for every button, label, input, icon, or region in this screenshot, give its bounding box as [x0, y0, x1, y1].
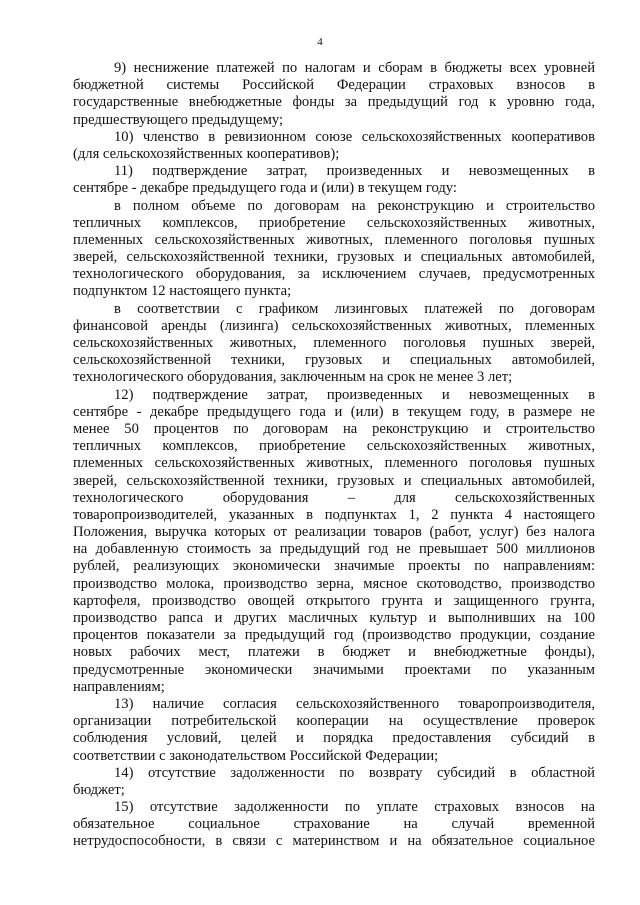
text-line: 13) наличие согласия сельскохозяйственного товаропроизводителя, — [114, 695, 595, 712]
text-line: сельскохозяйственных животных, племенного поголовья пушных зверей, — [73, 335, 595, 351]
text-line: сентябре - декабре предыдущего года и (или) в текущем году, в размере не — [73, 403, 595, 420]
text-line: зверей, сельскохозяйственной техники, грузовых и специальных автомобилей, — [73, 249, 595, 266]
text-line: предшествующего предыдущему; — [73, 111, 284, 128]
text-line: тепличных комплексов, приобретение сельскохозяйственных животных, — [73, 214, 595, 231]
text-line: 14) отсутствие задолженности по возврату субсидий в областной — [114, 764, 595, 781]
text-line: в полном объеме по договорам на реконструкцию и строительство — [114, 197, 595, 214]
text-line: сентябре - декабре предыдущего года и (или) в текущем году: — [73, 180, 457, 197]
text-line: бюджетной системы Российской Федерации страховых взносов в — [73, 77, 595, 94]
text-line: государственные внебюджетные фонды за предыдущий год к уровню года, — [73, 94, 595, 111]
text-line: менее 50 процентов по договорам на реконструкцию и строительство — [73, 420, 595, 437]
text-line: племенных сельскохозяйственных животных, племенного поголовья пушных — [73, 231, 595, 248]
text-line: тепличных комплексов, приобретение сельскохозяйственных животных, — [73, 438, 595, 455]
text-line: (для сельскохозяйственных кооперативов); — [73, 145, 340, 162]
text-line: процентов показатели за предыдущий год (производство продукции, создание — [73, 627, 595, 644]
text-line: товаропроизводителей, указанных в подпунктах 1, 2 пункта 4 настоящего — [73, 506, 595, 523]
text-line: направлениям; — [73, 678, 165, 695]
text-line: обязательное социальное страхование на случай временной — [73, 816, 595, 833]
text-line: соблюдения условий, целей и порядка предоставления субсидий в — [73, 730, 595, 747]
text-line: 9) неснижение платежей по налогам и сборам в бюджеты всех уровней — [114, 60, 595, 76]
text-line: 10) членство в ревизионном союзе сельскохозяйственных кооперативов — [114, 128, 595, 145]
text-line: 15) отсутствие задолженности по уплате страховых взносов на — [114, 799, 595, 816]
text-line: соответствии с законодательством Российской Федерации; — [73, 747, 439, 764]
text-line: производство молока, производство зерна, мясное скотоводство, производство — [73, 575, 595, 592]
text-line: 11) подтверждение затрат, произведенных и невозмещенных в — [114, 163, 595, 180]
text-line: рублей, реализующих экономически значимые проекты по направлениям: — [73, 558, 595, 575]
text-line: организации потребительской кооперации на осуществление проверок — [73, 713, 595, 730]
text-line: зверей, сельскохозяйственной техники, грузовых и специальных автомобилей, — [73, 472, 595, 489]
page-number: 4 — [317, 36, 323, 48]
text-line: нетрудоспособности, в связи с материнством и на обязательное социальное — [73, 833, 595, 850]
text-line: племенных сельскохозяйственных животных, племенного поголовья пушных — [73, 455, 595, 472]
text-line: технологического оборудования, за исключением случаев, предусмотренных — [73, 266, 595, 283]
text-line: в соответствии с графиком лизинговых платежей по договорам — [114, 300, 595, 317]
text-line: бюджет; — [73, 781, 125, 798]
document-body — [73, 60, 595, 851]
text-line: на добавленную стоимость за предыдущий год не превышает 500 миллионов — [73, 541, 595, 558]
text-line: сельскохозяйственной техники, грузовых и специальных автомобилей, — [73, 352, 595, 369]
text-line: технологического оборудования – для сельскохозяйственных — [73, 489, 595, 506]
text-line: технологического оборудования, заключенным на срок не менее 3 лет; — [73, 369, 513, 386]
text-line: подпунктом 12 настоящего пункта; — [73, 283, 292, 300]
text-line: картофеля, производство овощей открытого грунта и защищенного грунта, — [73, 592, 595, 609]
text-line: производство рапса и других масличных культур и выполнивших на 100 — [73, 610, 595, 626]
text-line: предусмотренные экономически значимыми проектами по указанным — [73, 661, 595, 678]
text-line: Положения, выручка которых от реализации товаров (работ, услуг) без налога — [73, 524, 595, 541]
text-line: финансовой аренды (лизинга) сельскохозяйственных животных, племенных — [73, 317, 595, 334]
text-line: новых рабочих мест, платежи в бюджет и внебюджетные фонды), — [73, 644, 595, 661]
text-line: 12) подтверждение затрат, произведенных и невозмещенных в — [114, 386, 595, 403]
